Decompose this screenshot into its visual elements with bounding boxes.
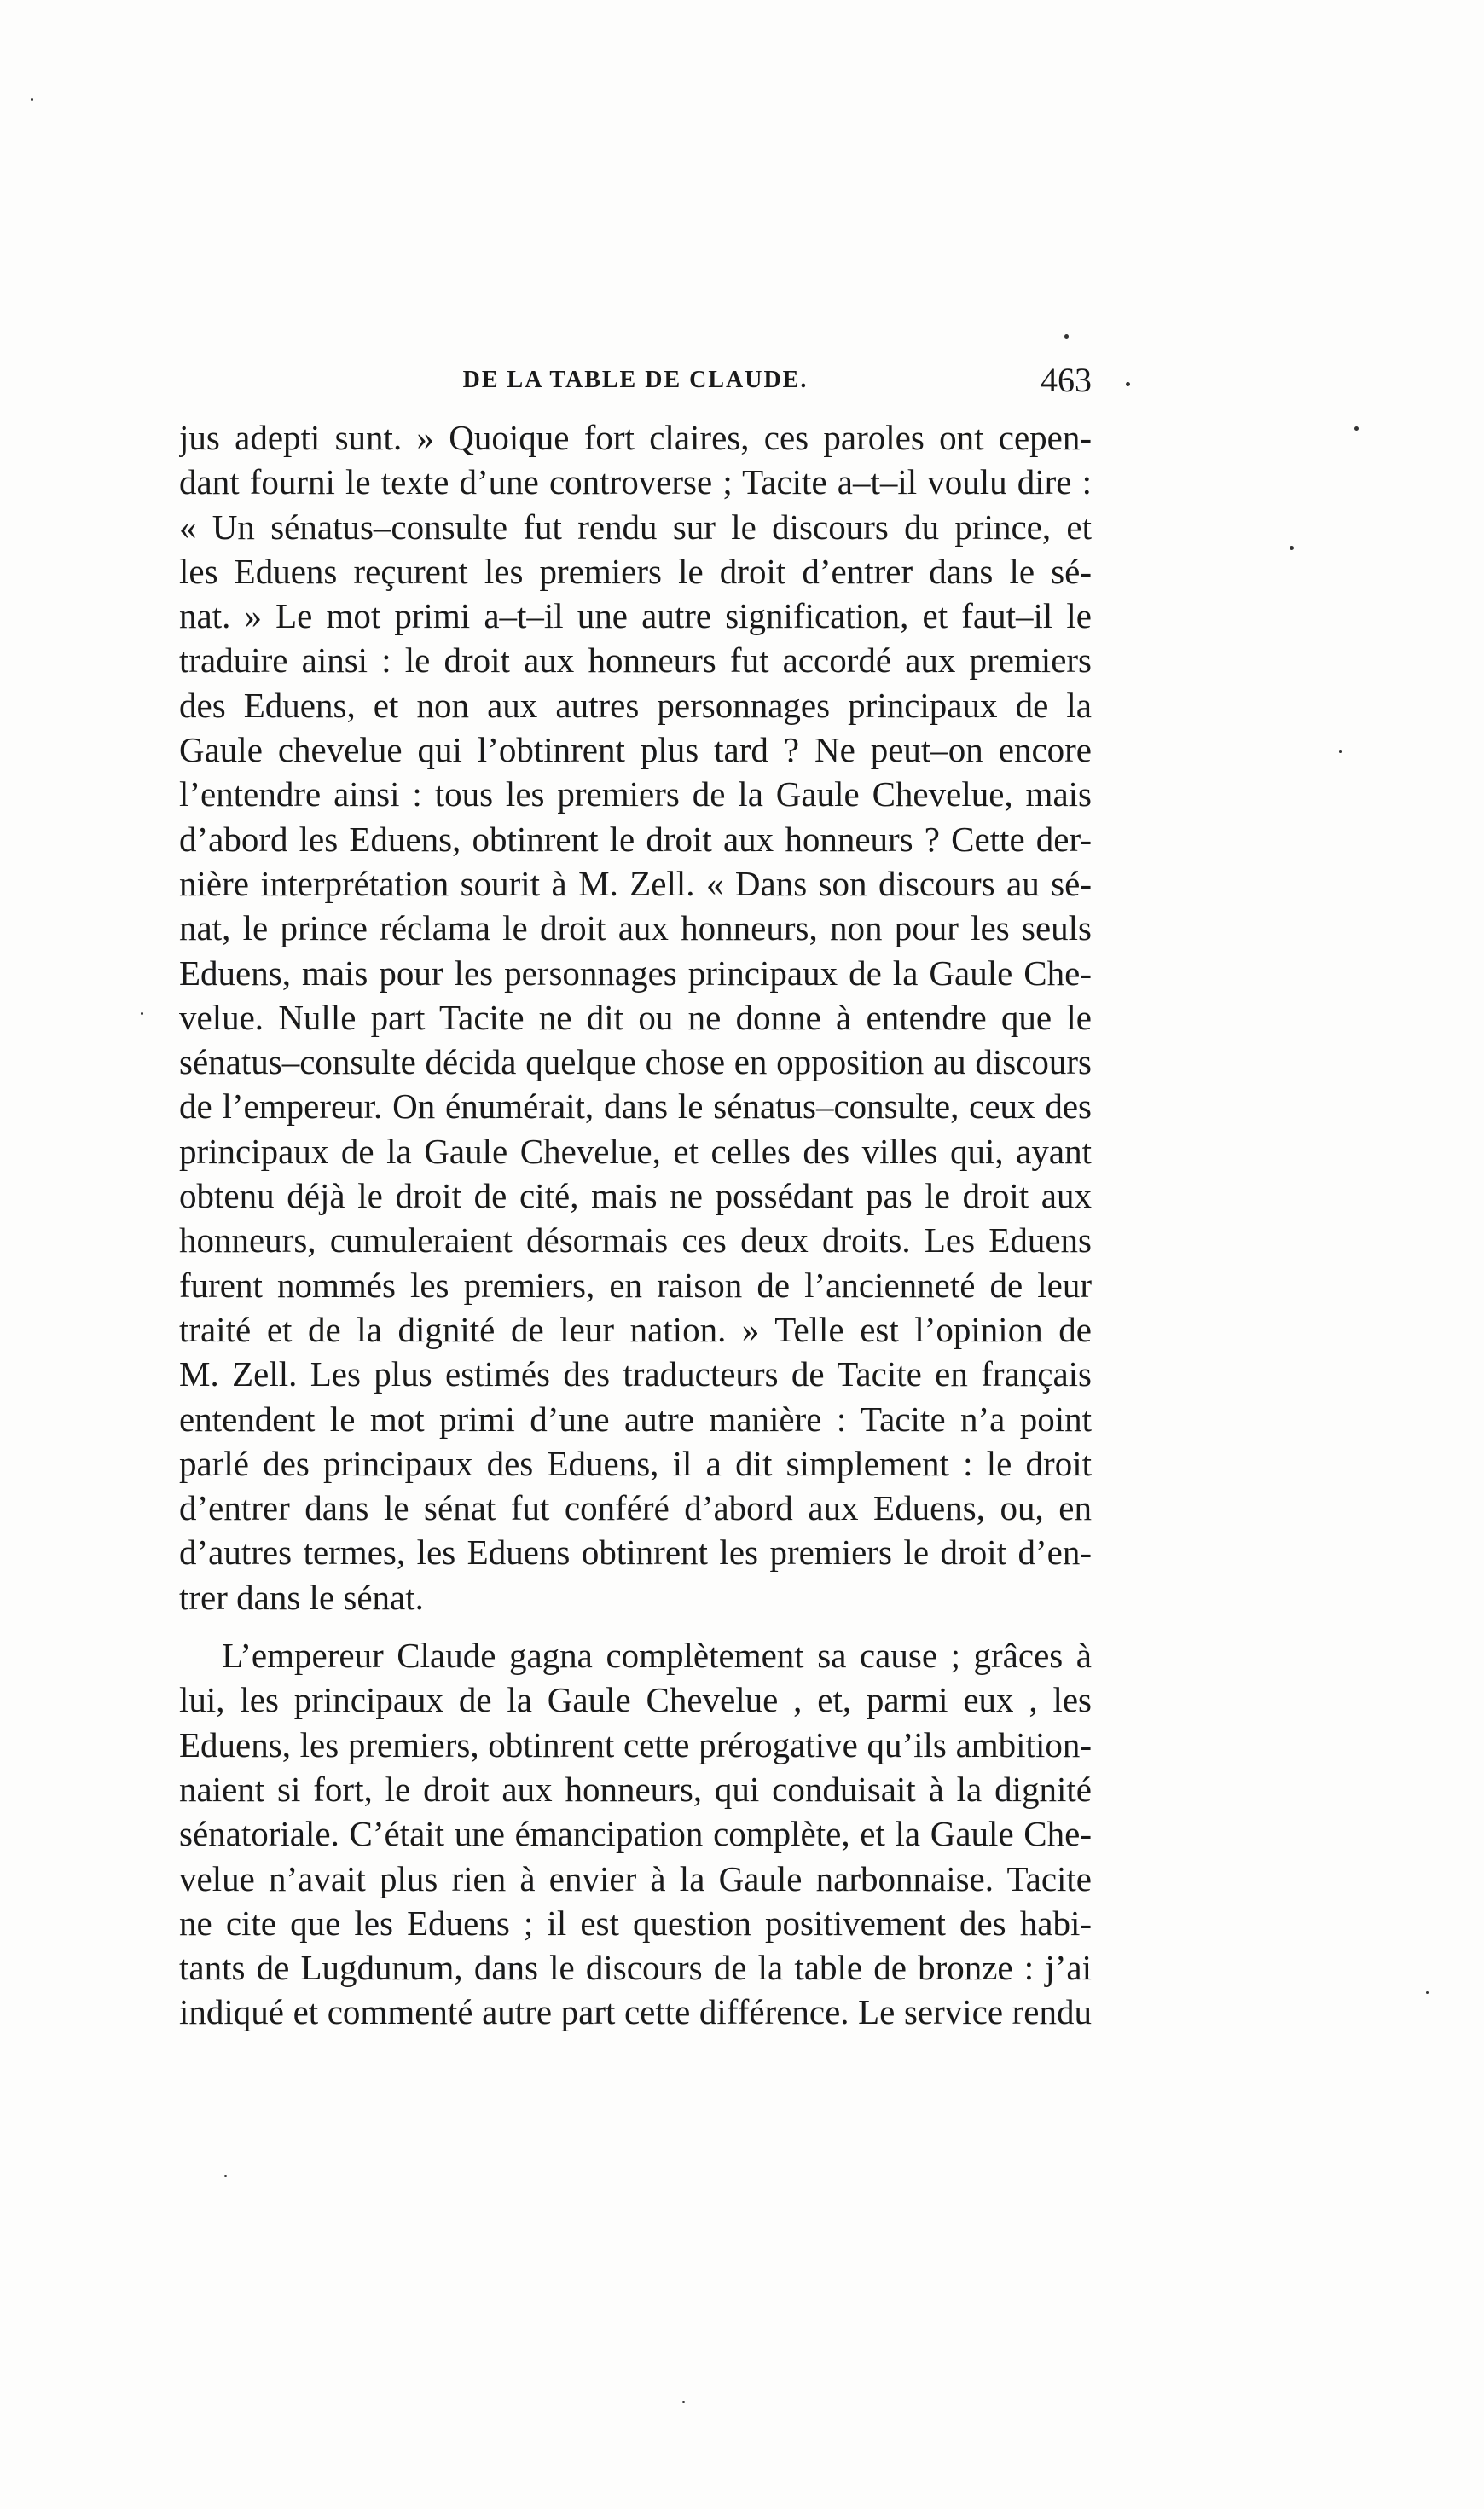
text-line: M. Zell. Les plus estimés des traducteurs de Tacite en français — [179, 1354, 1092, 1394]
scan-speck — [224, 2175, 227, 2177]
text-line: d’autres termes, les Eduens obtinrent les premiers le droit d’en- — [179, 1533, 1092, 1573]
text-line: honneurs, cumuleraient désormais ces deux droits. Les Eduens — [179, 1220, 1092, 1260]
running-head — [179, 358, 1092, 409]
text-line: dant fourni le texte d’une controverse ; Tacite a–t–il voulu dire : — [179, 462, 1092, 502]
text-line: d’abord les Eduens, obtinrent le droit aux honneurs ? Cette der- — [179, 819, 1092, 859]
text-line: velue. Nulle part Tacite ne dit ou ne donne à entendre que le — [179, 997, 1092, 1037]
text-line: nat. » Le mot primi a–t–il une autre signification, et faut–il le — [179, 596, 1092, 636]
text-line: parlé des principaux des Eduens, il a dit simplement : le droit — [179, 1443, 1092, 1483]
scan-speck — [1064, 334, 1069, 339]
text-line: indiqué et commenté autre part cette différence. Le service rendu — [179, 1992, 1092, 2032]
scan-speck — [1426, 1991, 1429, 1994]
text-line: l’entendre ainsi : tous les premiers de la Gaule Chevelue, mais — [179, 774, 1092, 814]
text-line: lui, les principaux de la Gaule Chevelue , et, parmi eux , les — [179, 1680, 1092, 1720]
text-line: nat, le prince réclama le droit aux honneurs, non pour les seuls — [179, 908, 1092, 948]
paragraph-2 — [179, 1633, 1092, 2035]
text-line: principaux de la Gaule Chevelue, et celles des villes qui, ayant — [179, 1131, 1092, 1171]
text-line: nière interprétation sourit à M. Zell. « Dans son discours au sé- — [179, 863, 1092, 903]
scan-speck — [1354, 426, 1359, 431]
text-line: trer dans le sénat. — [179, 1577, 424, 1617]
text-line: les Eduens reçurent les premiers le droit d’entrer dans le sé- — [179, 551, 1092, 591]
scan-speck — [682, 2401, 685, 2403]
text-line: « Un sénatus–consulte fut rendu sur le discours du prince, et — [179, 507, 1092, 547]
text-line: d’entrer dans le sénat fut conféré d’abord aux Eduens, ou, en — [179, 1488, 1092, 1528]
text-line: ne cite que les Eduens ; il est question positivement des habi- — [179, 1903, 1092, 1943]
scan-speck — [141, 1012, 143, 1015]
text-line: L’empereur Claude gagna complètement sa cause ; grâces à — [222, 1636, 1092, 1676]
running-title: DE LA TABLE DE CLAUDE. — [462, 367, 809, 393]
paragraph-1 — [179, 415, 1092, 1620]
text-line: traduire ainsi : le droit aux honneurs fut accordé aux premiers — [179, 640, 1092, 681]
text-line: des Eduens, et non aux autres personnages principaux de la — [179, 685, 1092, 725]
text-line: sénatus–consulte décida quelque chose en opposition au discours — [179, 1042, 1092, 1082]
body-text — [179, 415, 1092, 2035]
scan-speck — [1126, 382, 1130, 386]
text-line: tants de Lugdunum, dans le discours de la table de bronze : j’ai — [179, 1948, 1092, 1988]
scan-speck — [1339, 750, 1342, 753]
scan-speck — [1290, 546, 1294, 550]
text-line: naient si fort, le droit aux honneurs, qui conduisait à la dignité — [179, 1769, 1092, 1809]
text-line: traité et de la dignité de leur nation. » Telle est l’opinion de — [179, 1309, 1092, 1349]
text-line: furent nommés les premiers, en raison de l’ancienneté de leur — [179, 1265, 1092, 1305]
text-line: velue n’avait plus rien à envier à la Gaule narbonnaise. Tacite — [179, 1858, 1092, 1898]
page-number: 463 — [1041, 361, 1092, 399]
text-line: entendent le mot primi d’une autre manière : Tacite n’a point — [179, 1399, 1092, 1439]
text-line: sénatoriale. C’était une émancipation complète, et la Gaule Che- — [179, 1814, 1092, 1854]
text-line: de l’empereur. On énumérait, dans le sénatus–consulte, ceux des — [179, 1086, 1092, 1127]
scan-speck — [31, 98, 33, 101]
paragraph-gap — [179, 1620, 1092, 1633]
text-line: Eduens, mais pour les personnages principaux de la Gaule Che- — [179, 953, 1092, 993]
text-line: Gaule chevelue qui l’obtinrent plus tard ? Ne peut–on encore — [179, 730, 1092, 770]
text-line: Eduens, les premiers, obtinrent cette prérogative qu’ils ambition- — [179, 1724, 1092, 1764]
text-line: obtenu déjà le droit de cité, mais ne possédant pas le droit aux — [179, 1176, 1092, 1216]
text-line: jus adepti sunt. » Quoique fort claires, ces paroles ont cepen- — [179, 418, 1092, 457]
